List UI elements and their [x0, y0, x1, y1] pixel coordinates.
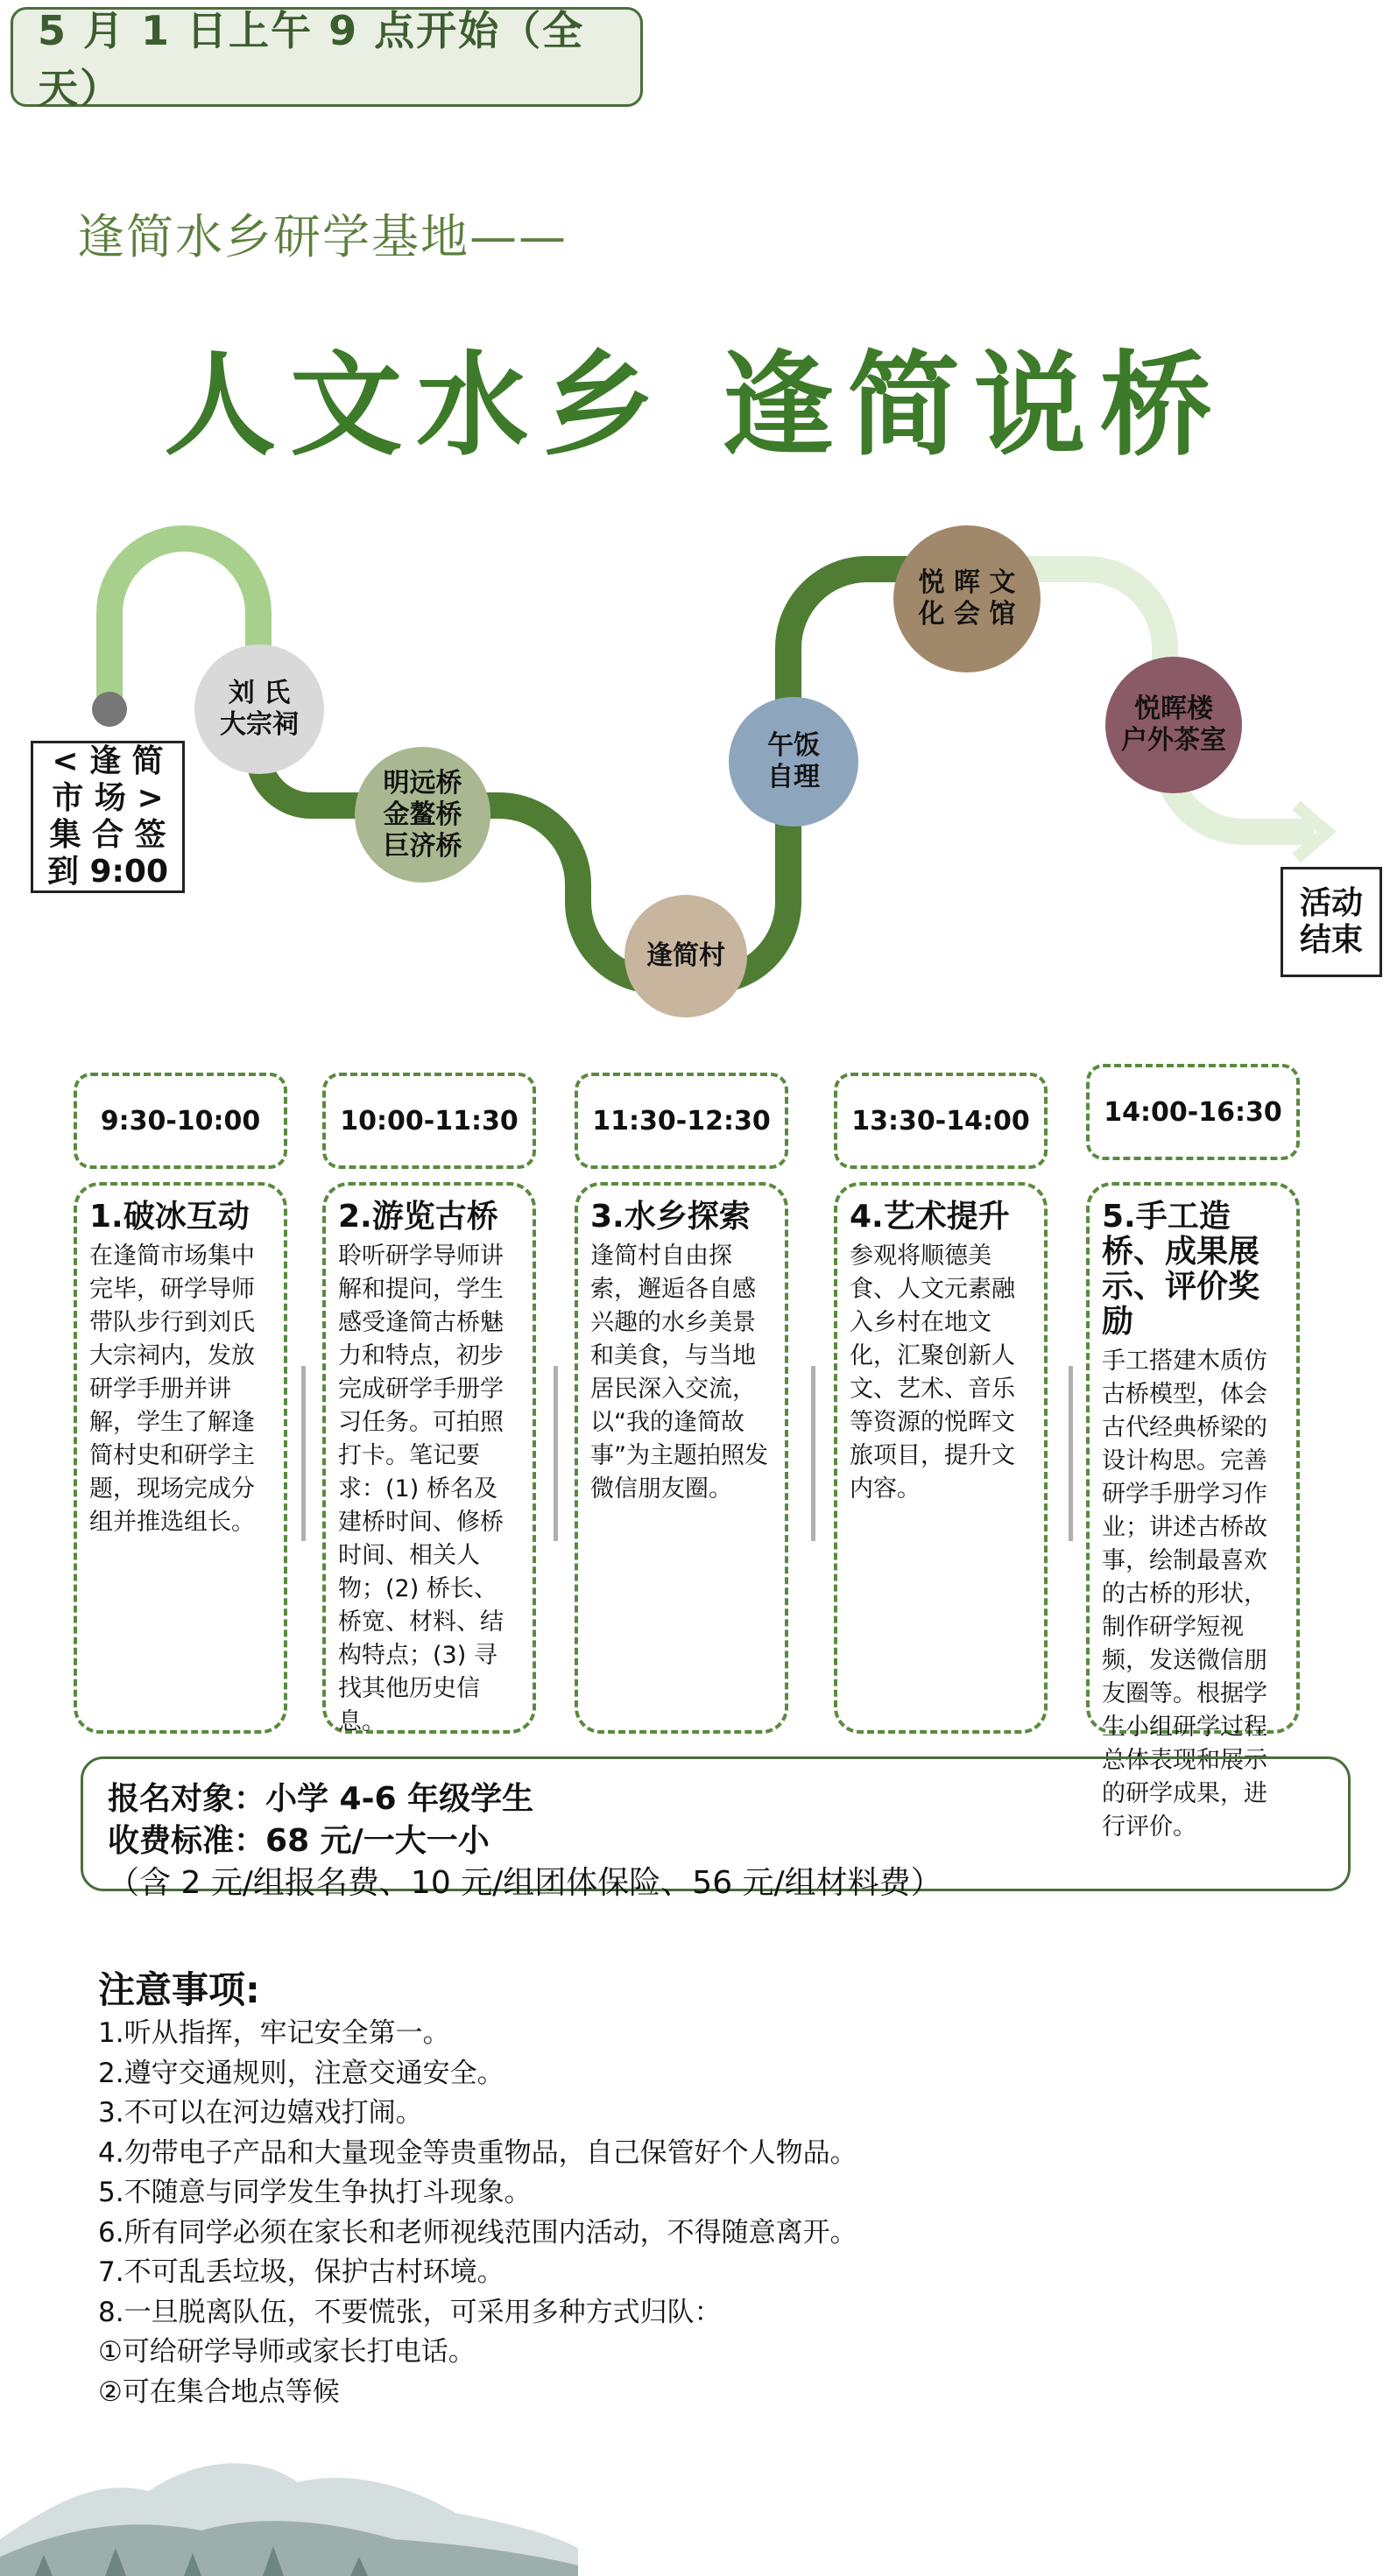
time-slot: 13:30-14:00	[834, 1073, 1048, 1169]
activity-body: 逢简村自由探索，邂逅各自感兴趣的水乡美景和美食，与当地居民深入交流，以“我的逢简故事”为主题拍照发微信朋友圈。	[590, 1242, 768, 1503]
note-item: 8.一旦脱离队伍，不要慌张，可采用多种方式归队：	[98, 2296, 722, 2328]
time-slot: 11:30-12:30	[575, 1073, 788, 1169]
activity-body: 手工搭建木质仿古桥模型，体会古代经典桥梁的设计构思。完善研学手册学习作业；讲述古桥故事，绘制最喜欢的古桥的形状，制作研学短视频，发送微信朋友圈等。根据学生小组研学过程总体表现和展示的研学成果，进行评价。	[1102, 1348, 1267, 1841]
divider	[811, 1366, 815, 1541]
stop-yuehui-teahouse: 悦晖楼 户外茶室	[1105, 657, 1242, 793]
fee-note: （含 2 元/组报名费、10 元/组团体保险、56 元/组材料费）	[108, 1865, 942, 1901]
note-item: 5.不随意与同学发生争执打斗现象。	[98, 2177, 532, 2208]
target-label: 报名对象：	[108, 1781, 266, 1817]
registration-info	[81, 1756, 1351, 1901]
stop-fengjian-village: 逢简村	[624, 895, 747, 1017]
activity-card	[1086, 1182, 1300, 1841]
note-item: ②可在集合地点等候	[98, 2375, 340, 2408]
activity-title: 2.游览古桥	[338, 1199, 498, 1235]
activity-title: 4.艺术提升	[850, 1199, 1010, 1235]
divider	[1069, 1366, 1073, 1541]
notes-list	[98, 2014, 857, 2412]
stop-bridges: 明远桥 金鳌桥 巨济桥	[355, 747, 490, 883]
note-item: 6.所有同学必须在家长和老师视线范围内活动，不得随意离开。	[98, 2216, 857, 2249]
divider	[554, 1366, 558, 1541]
note-item: ①可给研学导师或家长打电话。	[98, 2336, 476, 2368]
activity-title: 5.手工造桥、成果展示、评价奖励	[1102, 1199, 1260, 1340]
time-slot: 14:00-16:30	[1086, 1064, 1300, 1160]
start-label: < 逢 简 市 场 > 集 合 签 到 9:00	[31, 741, 185, 893]
end-label: 活动 结束	[1281, 867, 1382, 977]
time-slot: 10:00-11:30	[322, 1073, 536, 1169]
activity-title: 1.破冰互动	[89, 1199, 250, 1235]
fee-label: 收费标准：	[108, 1823, 266, 1859]
note-item: 1.听从指挥，牢记安全第一。	[98, 2017, 450, 2049]
notes-title: 注意事项:	[98, 1968, 260, 2011]
activity-title: 3.水乡探索	[590, 1199, 751, 1235]
date-tag: 5 月 1 日上午 9 点开始（全天）	[11, 7, 643, 107]
note-item: 3.不可以在河边嬉戏打闹。	[98, 2097, 423, 2129]
time-slot: 9:30-10:00	[74, 1073, 287, 1169]
activity-card	[834, 1182, 1048, 1734]
activity-card	[322, 1182, 536, 1734]
main-title: 人文水乡 逢简说桥	[164, 340, 1226, 471]
activity-body: 聆听研学导师讲解和提问，学生感受逢简古桥魅力和特点，初步完成研学手册学习任务。可拍照打卡。笔记要求：(1) 桥名及建桥时间、修桥时间、相关人物；(2) 桥长、桥宽、材料、结构特点；(3) 寻找其他历史信息。	[338, 1242, 504, 1735]
note-item: 4.勿带电子产品和大量现金等贵重物品，自己保管好个人物品。	[98, 2136, 857, 2169]
stop-lunch: 午饭 自理	[729, 697, 858, 827]
note-item: 2.遵守交通规则，注意交通安全。	[98, 2057, 504, 2089]
subtitle: 逢简水乡研学基地——	[77, 209, 568, 264]
stop-liu-ancestral-hall: 刘 氏 大宗祠	[194, 644, 324, 774]
target-value: 小学 4-6 年级学生	[265, 1781, 534, 1817]
divider	[301, 1366, 306, 1541]
activity-card	[74, 1182, 287, 1734]
mountain-landscape-icon	[0, 2443, 578, 2576]
activity-body: 在逢简市场集中完毕，研学导师带队步行到刘氏大宗祠内，发放研学手册并讲解，学生了解逢简村史和研学主题，现场完成分组并推选组长。	[89, 1242, 255, 1536]
note-item: 7.不可乱丢垃圾，保护古村环境。	[98, 2256, 504, 2288]
activity-body: 参观将顺德美食、人文元素融入乡村在地文化，汇聚创新人文、艺术、音乐等资源的悦晖文旅项目，提升文内容。	[850, 1242, 1015, 1503]
activity-card	[575, 1182, 788, 1734]
fee-value: 68 元/一大一小	[265, 1823, 490, 1859]
stop-yuehui-hall: 悦 晖 文 化 会 馆	[893, 525, 1041, 672]
